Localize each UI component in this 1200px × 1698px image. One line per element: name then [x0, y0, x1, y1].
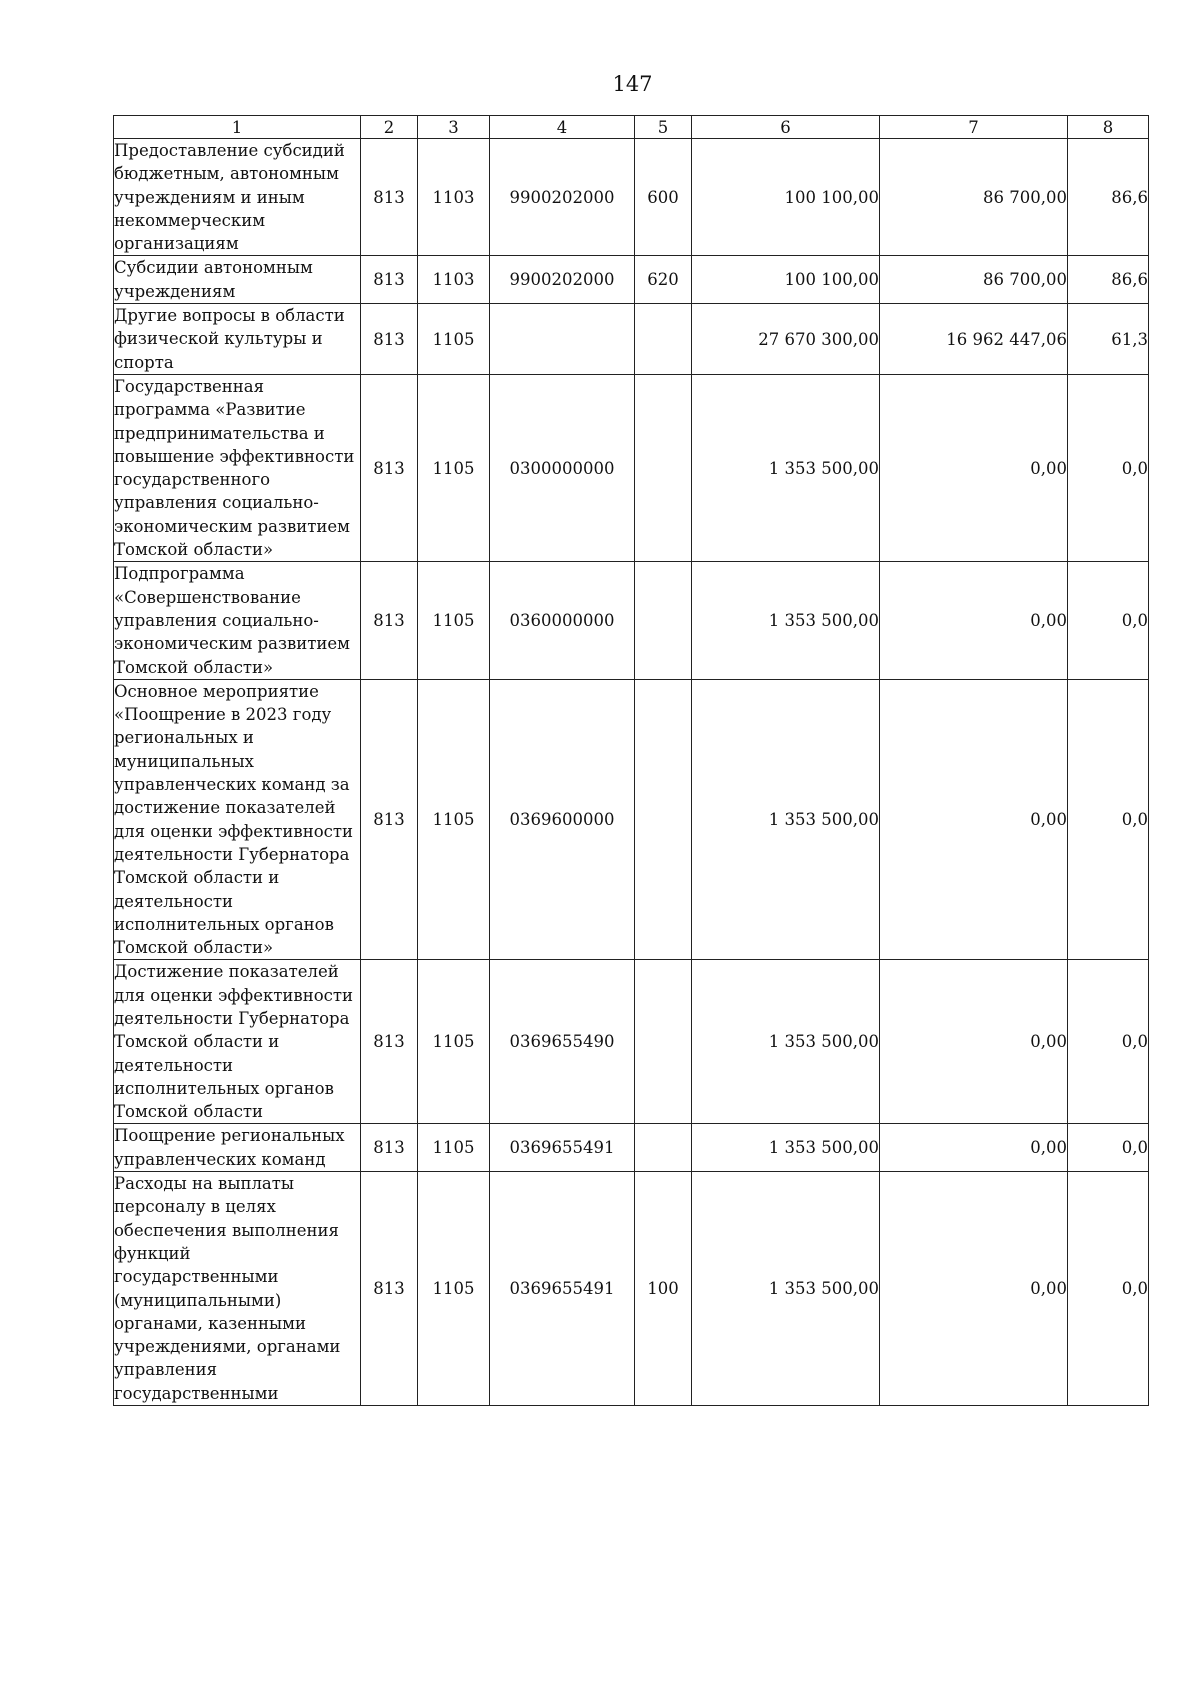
- cell-admin-code: 813: [361, 1124, 418, 1172]
- column-number-row: [114, 116, 1149, 139]
- table-row: [114, 139, 1149, 256]
- cell-section-code: 1105: [418, 304, 490, 375]
- cell-expense-type: 620: [635, 256, 692, 304]
- cell-expense-type: [635, 562, 692, 679]
- cell-target-code: 0360000000: [490, 562, 635, 679]
- cell-expense-type: [635, 960, 692, 1124]
- row-name: Государственная программа «Развитие предпринимательства и повышение эффективности государственного управления социально-экономическим развитием Томской области»: [114, 374, 361, 561]
- row-name: Достижение показателей для оценки эффективности деятельности Губернатора Томской области и деятельности исполнительных органов Томской области: [114, 960, 361, 1124]
- cell-expense-type: [635, 1124, 692, 1172]
- column-header: 1: [114, 116, 361, 139]
- row-name: Поощрение региональных управленческих команд: [114, 1124, 361, 1172]
- cell-plan: 1 353 500,00: [692, 1172, 880, 1406]
- cell-target-code: 0369655491: [490, 1172, 635, 1406]
- column-header: 5: [635, 116, 692, 139]
- cell-actual: 0,00: [880, 374, 1068, 561]
- table-row: [114, 304, 1149, 375]
- cell-admin-code: 813: [361, 562, 418, 679]
- cell-plan: 100 100,00: [692, 139, 880, 256]
- cell-admin-code: 813: [361, 1172, 418, 1406]
- cell-percent: 0,0: [1068, 960, 1149, 1124]
- table-row: [114, 374, 1149, 561]
- cell-plan: 1 353 500,00: [692, 960, 880, 1124]
- cell-actual: 0,00: [880, 562, 1068, 679]
- cell-percent: 0,0: [1068, 679, 1149, 960]
- column-header: 8: [1068, 116, 1149, 139]
- row-name: Субсидии автономным учреждениям: [114, 256, 361, 304]
- budget-table: [113, 115, 1149, 1406]
- cell-plan: 1 353 500,00: [692, 562, 880, 679]
- cell-percent: 0,0: [1068, 562, 1149, 679]
- cell-section-code: 1105: [418, 1124, 490, 1172]
- table-row: [114, 256, 1149, 304]
- cell-actual: 0,00: [880, 1172, 1068, 1406]
- cell-admin-code: 813: [361, 374, 418, 561]
- cell-expense-type: [635, 304, 692, 375]
- table-row: [114, 960, 1149, 1124]
- cell-section-code: 1103: [418, 139, 490, 256]
- cell-actual: 86 700,00: [880, 256, 1068, 304]
- cell-actual: 86 700,00: [880, 139, 1068, 256]
- cell-plan: 100 100,00: [692, 256, 880, 304]
- cell-target-code: 0300000000: [490, 374, 635, 561]
- cell-percent: 0,0: [1068, 1172, 1149, 1406]
- table-row: [114, 1124, 1149, 1172]
- cell-expense-type: [635, 679, 692, 960]
- cell-section-code: 1105: [418, 679, 490, 960]
- row-name: Расходы на выплаты персоналу в целях обеспечения выполнения функций государственными (муниципальными) органами, казенными учреждениями, органами управления государственными: [114, 1172, 361, 1406]
- cell-expense-type: 100: [635, 1172, 692, 1406]
- cell-plan: 1 353 500,00: [692, 1124, 880, 1172]
- page-number: 147: [612, 72, 653, 96]
- cell-section-code: 1103: [418, 256, 490, 304]
- cell-percent: 86,6: [1068, 256, 1149, 304]
- cell-admin-code: 813: [361, 256, 418, 304]
- cell-percent: 86,6: [1068, 139, 1149, 256]
- cell-target-code: 9900202000: [490, 139, 635, 256]
- cell-actual: 0,00: [880, 679, 1068, 960]
- cell-target-code: [490, 304, 635, 375]
- cell-section-code: 1105: [418, 960, 490, 1124]
- cell-target-code: 0369655491: [490, 1124, 635, 1172]
- cell-section-code: 1105: [418, 1172, 490, 1406]
- row-name: Подпрограмма «Совершенствование управления социально-экономическим развитием Томской области»: [114, 562, 361, 679]
- column-header: 6: [692, 116, 880, 139]
- column-header: 3: [418, 116, 490, 139]
- cell-percent: 61,3: [1068, 304, 1149, 375]
- cell-actual: 0,00: [880, 1124, 1068, 1172]
- cell-plan: 27 670 300,00: [692, 304, 880, 375]
- cell-expense-type: [635, 374, 692, 561]
- row-name: Предоставление субсидий бюджетным, автономным учреждениям и иным некоммерческим организациям: [114, 139, 361, 256]
- cell-section-code: 1105: [418, 562, 490, 679]
- cell-target-code: 9900202000: [490, 256, 635, 304]
- cell-percent: 0,0: [1068, 374, 1149, 561]
- row-name: Другие вопросы в области физической культуры и спорта: [114, 304, 361, 375]
- table-row: [114, 679, 1149, 960]
- cell-target-code: 0369600000: [490, 679, 635, 960]
- row-name: Основное мероприятие «Поощрение в 2023 году региональных и муниципальных управленческих команд за достижение показателей для оценки эффективности деятельности Губернатора Томской области и деятельности исполнительных органов Томской области»: [114, 679, 361, 960]
- cell-admin-code: 813: [361, 960, 418, 1124]
- column-header: 2: [361, 116, 418, 139]
- cell-expense-type: 600: [635, 139, 692, 256]
- cell-percent: 0,0: [1068, 1124, 1149, 1172]
- table-row: [114, 562, 1149, 679]
- cell-section-code: 1105: [418, 374, 490, 561]
- column-header: 7: [880, 116, 1068, 139]
- column-header: 4: [490, 116, 635, 139]
- cell-plan: 1 353 500,00: [692, 679, 880, 960]
- cell-admin-code: 813: [361, 139, 418, 256]
- cell-admin-code: 813: [361, 304, 418, 375]
- cell-actual: 16 962 447,06: [880, 304, 1068, 375]
- cell-actual: 0,00: [880, 960, 1068, 1124]
- cell-admin-code: 813: [361, 679, 418, 960]
- cell-plan: 1 353 500,00: [692, 374, 880, 561]
- table-row: [114, 1172, 1149, 1406]
- cell-target-code: 0369655490: [490, 960, 635, 1124]
